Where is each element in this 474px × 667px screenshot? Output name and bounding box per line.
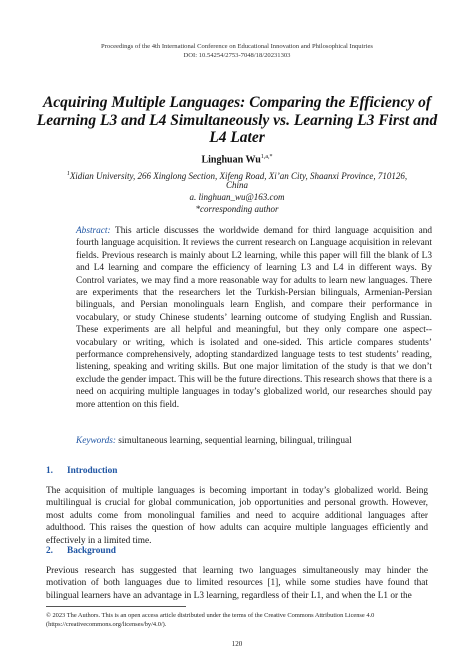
abstract-label: Abstract: (76, 226, 111, 236)
background-paragraph: Previous research has suggested that learning two languages simultaneously may hinder the motivation of both languages due to limited resources [1], while some studies have found that bilingual learners have an advantage in L3 learning, regardless of their L1, and when the L1 or the (46, 566, 428, 601)
introduction-paragraph: The acquisition of multiple languages is becoming important in today’s globalized world. Being multilingual is crucial for global communication, job opportunities and personal growth. However, most adults come from monolingual families and need to acquire additional languages after adulthood. This raises the question of how adults can acquire multiple languages efficiently and effectively in a limited time. (46, 486, 428, 546)
section-number: 2. (46, 546, 53, 556)
corresponding-author-note: *corresponding author (195, 204, 279, 214)
affiliation-mark: 1 (66, 171, 70, 177)
license-note: © 2023 The Authors. This is an open access article distributed under the terms of the Creative Commons Attribution License 4.0 (https://creativecommons.org/licenses/by/4.0/). (46, 612, 375, 628)
section-title: Background (67, 546, 116, 556)
section-title: Introduction (67, 466, 118, 476)
section-heading-introduction (46, 466, 117, 476)
abstract-block (76, 225, 432, 411)
abstract-text: This article discusses the worldwide demand for third language acquisition and fourth language acquisition. It reviews the current research on Language acquisition in relevant fields. Previous research is mainly about L2 learning, while this paper will fill the blank of L3 and L4 learning and compare the efficiency of learning L3 and L4 in different ways. By Control variates, we may find a more reasonable way for adults to learn new languages. There are experiments that the researchers let the Turkish-Persian bilinguals, Armenian-Persian bilinguals, and Persian monolinguals learn English, and compare their performance in vocabulary, or study Chinese students’ learning outcome of studying English and Russian. These experiments are all helpful and meaningful, but they only compare one aspect--vocabulary or writing, which is isolated and one-sided. This article compares students’ performance comprehensively, adopting standardized language tests to test students’ reading, listening, speaking and writing skills. But one major limitation of the study is that we don’t exclude the gender impact. This will be the future directions. This research shows that there is a need on acquiring multiple languages in today’s globalized world, our researches should pay more attention on this field. (76, 226, 432, 410)
author-marks: 1,a,* (260, 154, 273, 160)
author-line (0, 154, 474, 165)
author-email: a. linghuan_wu@163.com (189, 192, 285, 202)
author-name: Linghuan Wu (201, 154, 261, 166)
page-number: 120 (231, 640, 243, 648)
keywords-text: simultaneous learning, sequential learning, bilingual, trilingual (118, 436, 352, 446)
affiliation-country: China (225, 180, 248, 190)
paper-title: Acquiring Multiple Languages: Comparing the Efficiency of Learning L3 and L4 Simultaneously vs. Learning L3 First and L4 Later (36, 94, 438, 146)
proceedings-line: Proceedings of the 4th International Conference on Educational Innovation and Philosophical Inquiries (101, 43, 373, 50)
footnote-divider (46, 606, 186, 607)
affiliation-address: Xidian University, 266 Xinglong Section, Xifeng Road, Xi’an City, Shaanxi Province, 710126, (69, 171, 408, 181)
section-heading-background (46, 546, 116, 556)
keywords-label: Keywords: (76, 436, 116, 446)
section-number: 1. (46, 466, 53, 476)
keywords-block (76, 435, 432, 447)
doi-line: DOI: 10.54254/2753-7048/18/20231303 (183, 52, 291, 59)
